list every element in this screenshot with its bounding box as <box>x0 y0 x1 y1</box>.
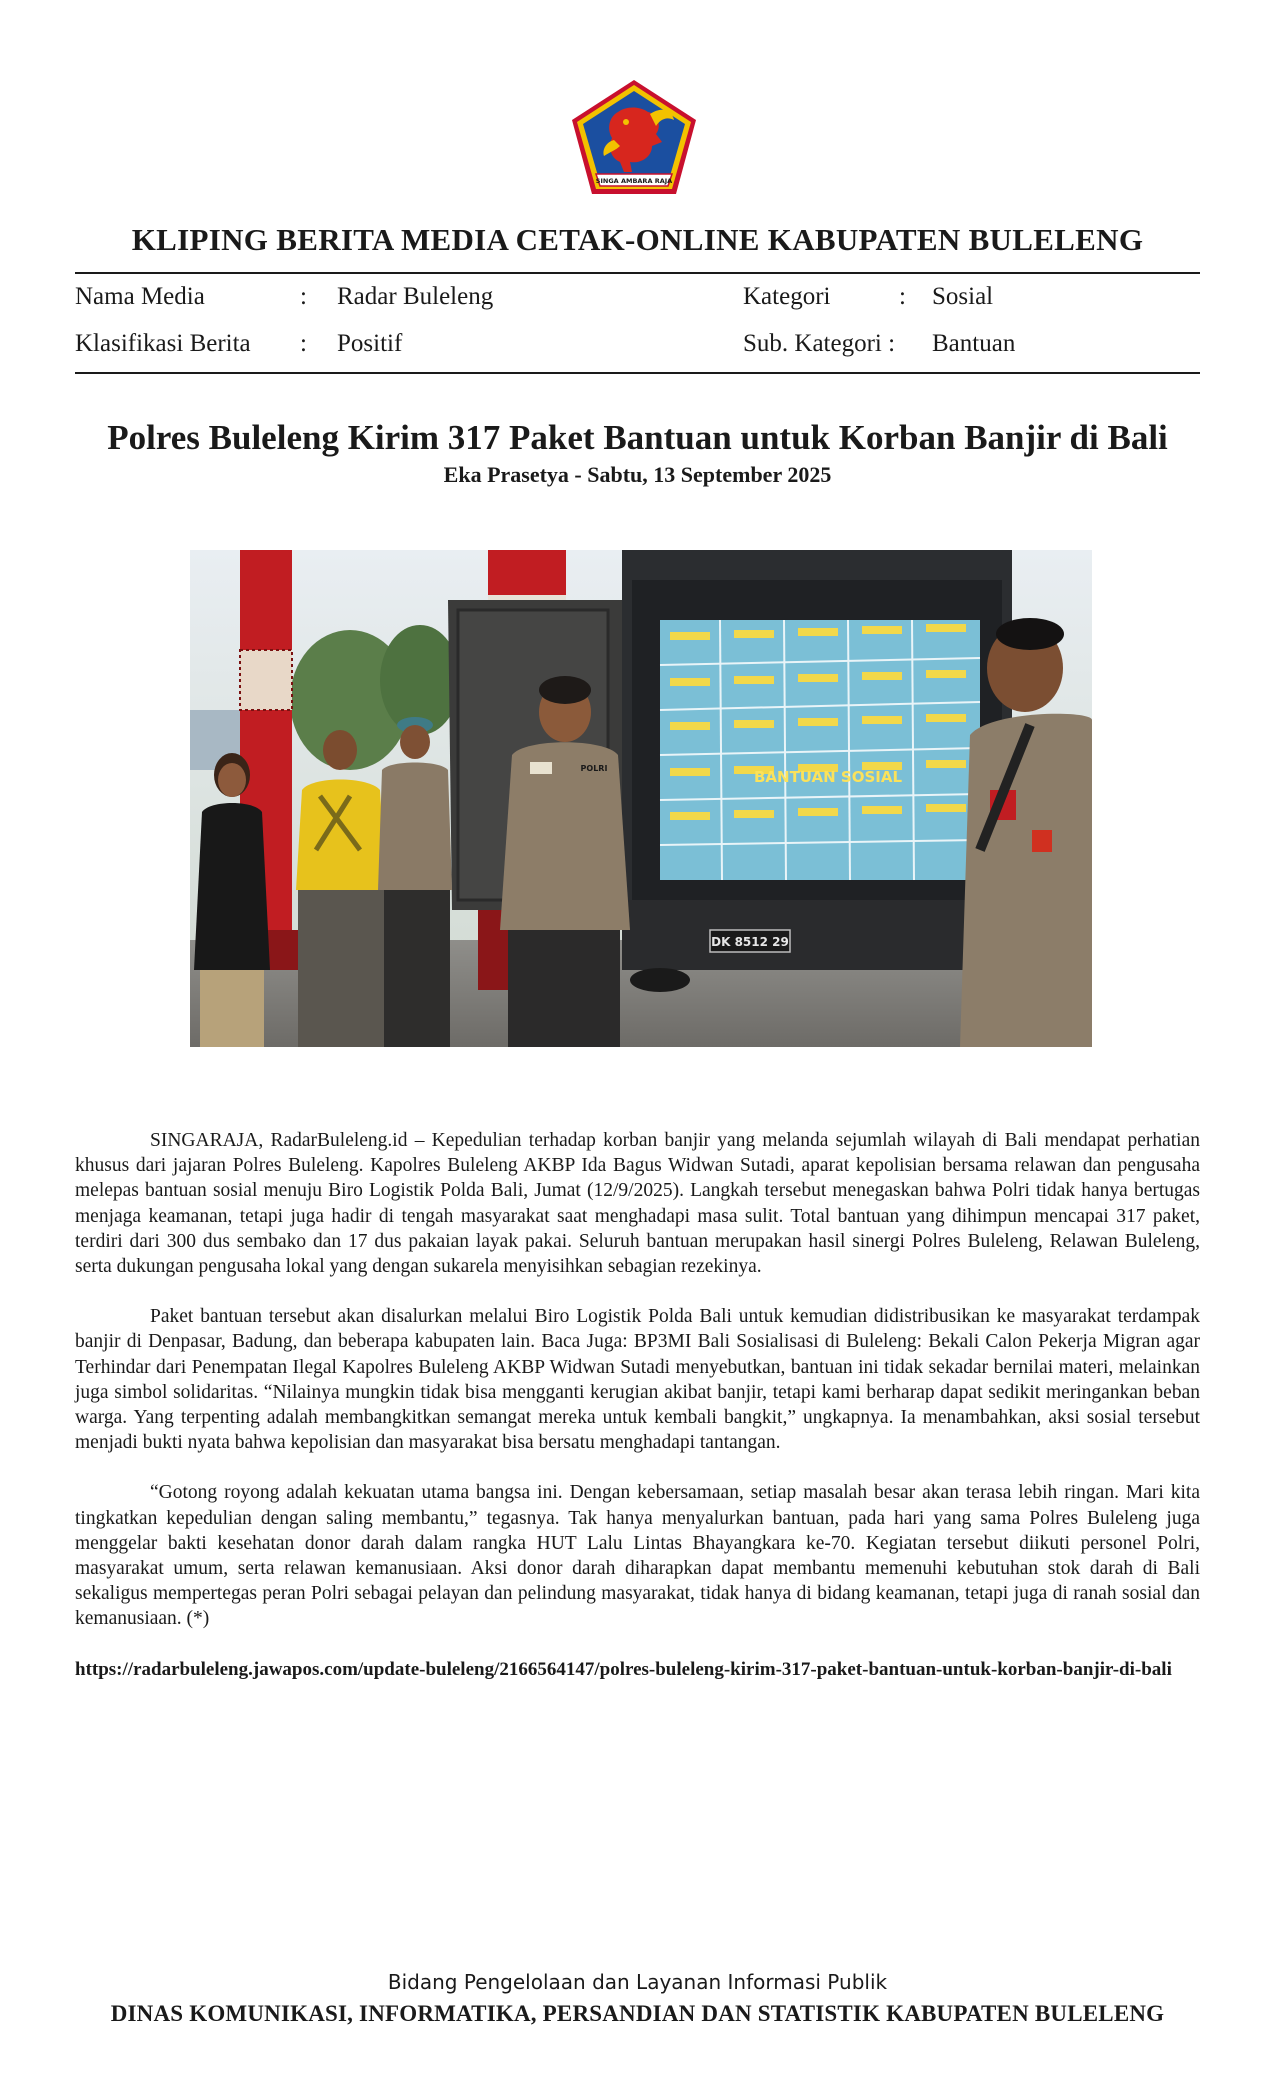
kategori-label: Kategori <box>743 283 831 310</box>
article-photo <box>190 550 1092 1047</box>
header-rule-bottom <box>75 372 1200 374</box>
klasifikasi-label: Klasifikasi Berita <box>75 330 251 357</box>
footer-agency: DINAS KOMUNIKASI, INFORMATIKA, PERSANDIAN DAN STATISTIK KABUPATEN BULELENG <box>110 2001 1165 2026</box>
kategori-separator: : <box>899 283 906 310</box>
nama-media-separator: : <box>300 283 307 310</box>
article-paragraph: SINGARAJA, RadarBuleleng.id – Kepedulian terhadap korban banjir yang melanda sejumlah wilayah di Bali mendapat perhatian khusus dari jajaran Polres Buleleng. Kapolres Buleleng AKBP Ida Bagus Widwan Sutadi, aparat kepolisian bersama relawan dan pengusaha melepas bantuan sosial menuju Biro Logistik Polda Bali, Jumat (12/9/2025). Langkah tersebut menegaskan bahwa Polri tidak hanya bertugas menjaga keamanan, tetapi juga hadir di tengah masyarakat saat menghadapi masa sulit. Total bantuan yang dihimpun mencapai 317 paket, terdiri dari 300 dus sembako dan 17 dus pakaian layak pakai. Seluruh bantuan merupakan hasil sinergi Polres Buleleng, Relawan Buleleng, serta dukungan pengusaha lokal yang dengan sukarela menyisihkan sebagian rezekinya. <box>75 1130 1200 1278</box>
subkategori-value: Bantuan <box>932 330 1016 357</box>
nama-media-label: Nama Media <box>75 283 205 310</box>
footer-department: Bidang Pengelolaan dan Layanan Informasi Publik <box>387 1970 888 1994</box>
person-officer-back <box>378 717 452 1047</box>
uniform-badge: POLRI <box>580 764 608 773</box>
license-plate: DK 8512 29 <box>711 935 789 949</box>
cargo-boxes <box>660 620 980 880</box>
source-url-link[interactable]: https://radarbuleleng.jawapos.com/update-buleleng/2166564147/polres-buleleng-kirim-317-paket-bantuan-untuk-korban-banjir-di-bali <box>75 1659 1172 1680</box>
nama-media-value: Radar Buleleng <box>337 283 494 310</box>
subkategori-label: Sub. Kategori : <box>743 330 896 357</box>
box-label: BANTUAN SOSIAL <box>753 768 903 786</box>
article-paragraph: Paket bantuan tersebut akan disalurkan melalui Biro Logistik Polda Bali untuk kemudian didistribusikan ke masyarakat terdampak banjir di Denpasar, Badung, dan beberapa kabupaten lain. Baca Juga: BP3MI Bali Sosialisasi di Buleleng: Bekali Calon Pekerja Migran agar Terhindar dari Penempatan Ilegal Kapolres Buleleng AKBP Widwan Sutadi menyebutkan, bantuan ini tidak sekadar bernilai materi, melainkan juga simbol solidaritas. “Nilainya mungkin tidak bisa mengganti kerugian akibat banjir, tetapi kami berharap dapat sedikit meringankan beban warga. Yang terpenting adalah membangkitkan semangat mereka untuk kembali bangkit,” ungkapnya. Ia menambahkan, aksi sosial tersebut menjadi bukti nyata bahwa kepolisian dan masyarakat bisa bersatu menghadapi tantangan. <box>75 1306 1200 1454</box>
article-body <box>75 1128 1200 1657</box>
document-title: KLIPING BERITA MEDIA CETAK-ONLINE KABUPATEN BULELENG <box>131 222 1144 257</box>
article-paragraph: “Gotong royong adalah kekuatan utama bangsa ini. Dengan kebersamaan, setiap masalah besar akan terasa lebih ringan. Mari kita tingkatkan kepedulian dengan saling membantu,” tegasnya. Tak hanya menyalurkan bantuan, pada hari yang sama Polres Buleleng juga menggelar bakti kesehatan donor darah dalam rangka HUT Lalu Lintas Bhayangkara ke-70. Kegiatan tersebut diikuti personel Polri, masyarakat umum, serta relawan kemanusiaan. Aksi donor darah diharapkan dapat membantu memenuhi kebutuhan stok darah di Bali sekaligus mempertegas peran Polri sebagai pelayan dan pelindung masyarakat, tidak hanya di bidang keamanan, tetapi juga di ranah sosial dan kemanusiaan. (*) <box>75 1482 1200 1630</box>
klasifikasi-separator: : <box>300 330 307 357</box>
kategori-value: Sosial <box>932 283 994 310</box>
article-byline: Eka Prasetya - Sabtu, 13 September 2025 <box>443 462 832 487</box>
header-rule-top <box>75 272 1200 274</box>
article-headline: Polres Buleleng Kirim 317 Paket Bantuan untuk Korban Banjir di Bali <box>107 418 1168 457</box>
logo-caption: SINGA AMBARA RAJA <box>595 177 673 185</box>
klasifikasi-value: Positif <box>337 330 403 357</box>
singa-ambara-raja-logo <box>566 76 702 200</box>
